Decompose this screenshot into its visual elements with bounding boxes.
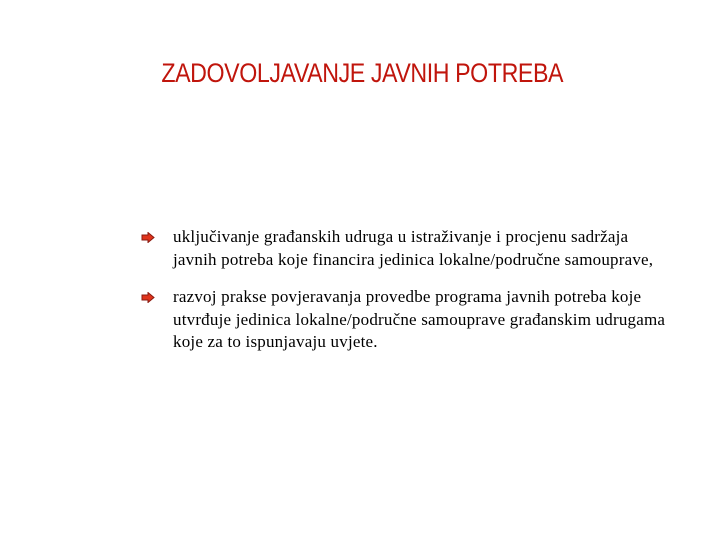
bullet-item xyxy=(141,286,671,354)
arrow-right-icon xyxy=(141,292,155,303)
slide-title: ZADOVOLJAVANJE JAVNIH POTREBA xyxy=(161,58,564,88)
bullet-list xyxy=(141,226,671,369)
arrow-right-icon xyxy=(141,232,155,243)
bullet-text: uključivanje građanskih udruga u istraživanje i procjenu sadržaja javnih potreba koje financira jedinica lokalne/područne samouprave, xyxy=(173,227,654,269)
bullet-item xyxy=(141,226,671,271)
bullet-text: razvoj prakse povjeravanja provedbe programa javnih potreba koje utvrđuje jedinica lokalne/područne samouprave građanskim udrugama koje za to ispunjavaju uvjete. xyxy=(173,287,666,351)
